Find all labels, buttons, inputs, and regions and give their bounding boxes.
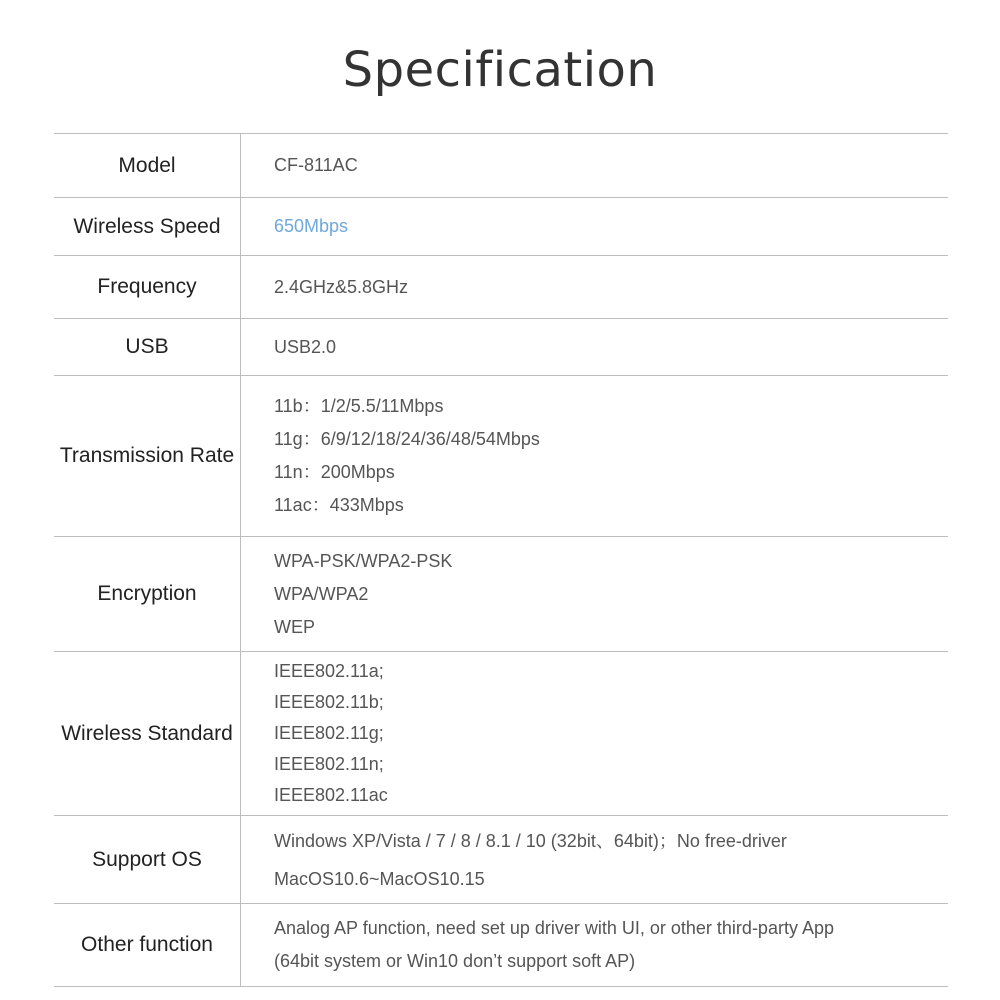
spec-label: Frequency [54,256,241,318]
spec-value-line: IEEE802.11ac [274,785,388,805]
spec-value-line: USB2.0 [274,336,337,357]
spec-row-support-os [54,816,948,904]
spec-value-line: IEEE802.11b; [274,692,384,712]
spec-value-line: IEEE802.11g; [274,723,384,743]
spec-value-line: IEEE802.11n; [274,754,384,774]
spec-value-line: WPA-PSK/WPA2-PSK [274,550,453,571]
spec-value-line: 11ac：433Mbps [274,495,404,515]
spec-label: Wireless Speed [54,198,241,255]
spec-row-other-function [54,904,948,987]
spec-row-transmission-rate [54,376,948,537]
spec-row-usb [54,319,948,376]
spec-row-model [54,134,948,198]
spec-value [241,652,948,815]
spec-value [241,537,948,651]
page-title: Specification [342,42,658,98]
spec-label: Model [54,134,241,197]
spec-label: Other function [54,904,241,986]
spec-row-wireless-speed [54,198,948,256]
spec-label: Support OS [54,816,241,903]
spec-value-line: WEP [274,616,316,637]
spec-value-line: Windows XP/Vista / 7 / 8 / 8.1 / 10 (32bit、64bit)；No free-driver [274,830,787,851]
spec-label: Encryption [54,537,241,651]
spec-label: Wireless Standard [54,652,241,815]
spec-value [241,816,948,903]
spec-value [241,319,948,375]
spec-value [241,256,948,318]
spec-value [241,134,948,197]
spec-value-line: IEEE802.11a; [274,661,384,681]
spec-label: Transmission Rate [54,376,241,536]
spec-row-wireless-standard [54,652,948,816]
spec-value-line: 2.4GHz&5.8GHz [274,276,409,297]
spec-value-line: 650Mbps [274,216,349,236]
spec-value [241,376,948,536]
spec-table [54,133,948,987]
spec-value-line: Analog AP function, need set up driver with UI, or other third-party App [274,918,834,938]
spec-value-line: MacOS10.6~MacOS10.15 [274,868,485,889]
spec-value-line: WPA/WPA2 [274,583,369,604]
spec-value-line: (64bit system or Win10 don’t support soft AP) [274,951,636,971]
spec-value [241,198,948,255]
spec-label: USB [54,319,241,375]
spec-row-encryption [54,537,948,652]
spec-value [241,904,948,986]
spec-value-line: 11b：1/2/5.5/11Mbps [274,396,444,416]
spec-value-line: 11n：200Mbps [274,462,395,482]
spec-value-line: 11g：6/9/12/18/24/36/48/54Mbps [274,429,540,449]
spec-row-frequency [54,256,948,319]
spec-value-line: CF-811AC [274,155,358,175]
